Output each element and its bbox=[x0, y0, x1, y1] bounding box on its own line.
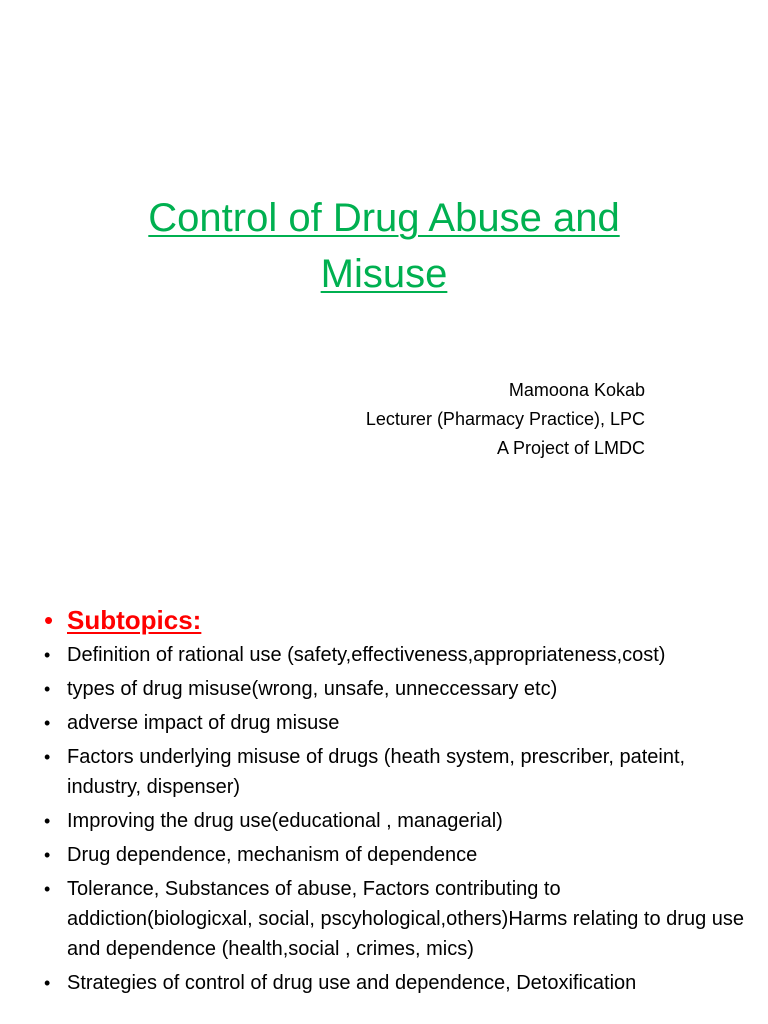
bullet-icon: • bbox=[44, 845, 51, 865]
list-item-text: types of drug misuse(wrong, unsafe, unneccessary etc) bbox=[67, 678, 558, 700]
list-item bbox=[44, 708, 744, 738]
list-item bbox=[44, 968, 744, 998]
bullet-icon: • bbox=[44, 879, 51, 899]
list-item bbox=[44, 840, 744, 870]
author-name: Mamoona Kokab bbox=[508, 380, 645, 400]
subtopics-heading-item bbox=[44, 602, 744, 638]
bullet-icon: • bbox=[44, 713, 51, 733]
bullet-icon: • bbox=[44, 605, 54, 635]
list-item-text: adverse impact of drug misuse bbox=[67, 712, 340, 734]
list-item bbox=[44, 742, 744, 802]
bullet-icon: • bbox=[44, 679, 51, 699]
project-label: A Project of LMDC bbox=[496, 438, 645, 458]
bullet-icon: • bbox=[44, 645, 51, 665]
bullet-icon: • bbox=[44, 747, 51, 767]
author-position: Lecturer (Pharmacy Practice), LPC bbox=[365, 409, 645, 429]
slide-title-line-1: Control of Drug Abuse and bbox=[148, 196, 620, 240]
bullet-icon: • bbox=[44, 973, 51, 993]
subtopics-heading: Subtopics: bbox=[67, 605, 202, 635]
bullet-icon: • bbox=[44, 811, 51, 831]
list-item bbox=[44, 674, 744, 704]
slide-title-line-2: Misuse bbox=[320, 252, 448, 296]
list-item-text: Tolerance, Substances of abuse, Factors contributing to addiction(biologicxal, social, pscyhological,others)Harms relating to drug use and dependence (health,social , crimes, mics) bbox=[67, 878, 745, 960]
list-item bbox=[44, 640, 744, 670]
list-item-text: Drug dependence, mechanism of dependence bbox=[67, 844, 478, 866]
list-item-text: Definition of rational use (safety,effectiveness,appropriateness,cost) bbox=[67, 644, 666, 666]
list-item-text: Factors underlying misuse of drugs (heath system, prescriber, pateint, industry, dispenser) bbox=[67, 746, 686, 798]
subtopics-slide bbox=[0, 578, 768, 1024]
author-block bbox=[366, 376, 645, 463]
list-item bbox=[44, 806, 744, 836]
list-item-text: Improving the drug use(educational , managerial) bbox=[67, 810, 503, 832]
list-item-text: Strategies of control of drug use and dependence, Detoxification bbox=[67, 972, 637, 994]
list-item bbox=[44, 874, 744, 964]
subtopics-list bbox=[44, 602, 744, 1002]
slide-title bbox=[0, 190, 768, 302]
